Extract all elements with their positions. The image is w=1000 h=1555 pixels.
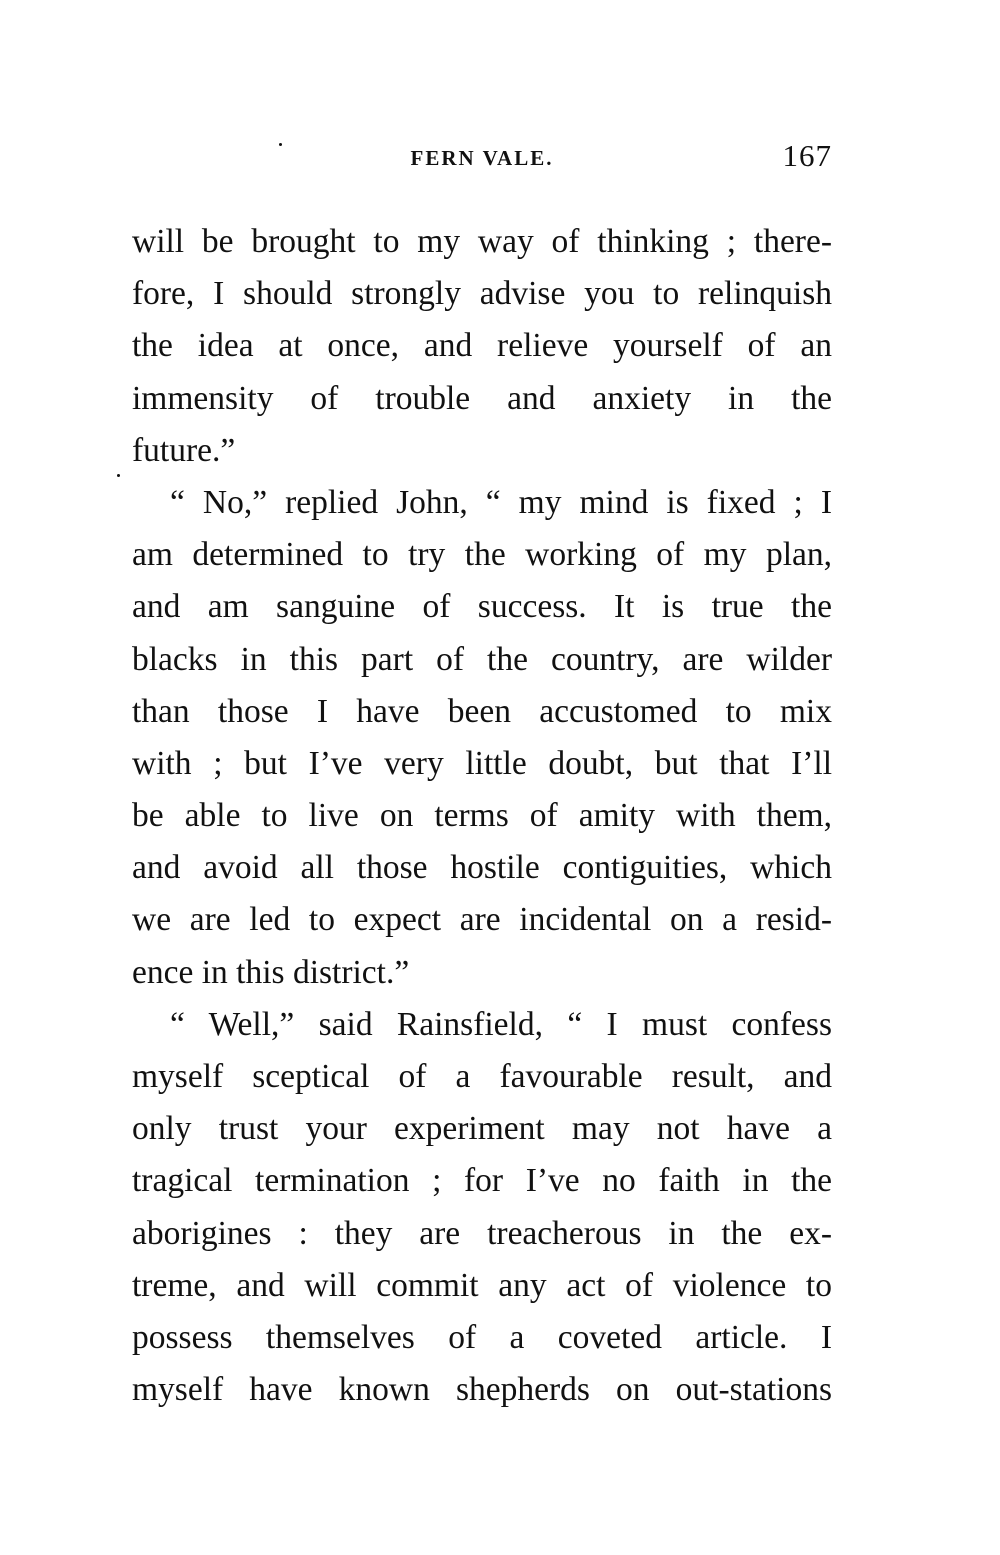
text-line: we are led to expect are incidental on a resid-	[132, 901, 832, 939]
body-text	[132, 216, 832, 1416]
text-line: aborigines : they are treacherous in the ex-	[132, 1214, 832, 1252]
text-line: only trust your experiment may not have a	[132, 1110, 832, 1148]
text-line: myself sceptical of a favourable result, and	[132, 1058, 832, 1095]
text-line: fore, I should strongly advise you to relinquish	[132, 275, 832, 313]
text-line: possess themselves of a coveted article. I	[132, 1318, 832, 1356]
text-line: be able to live on terms of amity with them,	[132, 797, 832, 835]
text-line: treme, and will commit any act of violence to	[132, 1266, 832, 1304]
text-line: than those I have been accustomed to mix	[132, 692, 832, 730]
text-line: tragical termination ; for I’ve no faith in the	[132, 1162, 832, 1200]
running-head	[132, 138, 832, 178]
text-line: myself have known shepherds on out-stations	[132, 1371, 832, 1409]
text-line: future.”	[132, 431, 236, 469]
text-line: am determined to try the working of my plan,	[132, 536, 832, 574]
text-line: and avoid all those hostile contiguities, which	[132, 849, 832, 887]
text-line: blacks in this part of the country, are wilder	[132, 640, 832, 678]
text-line: with ; but I’ve very little doubt, but that I’ll	[132, 744, 832, 782]
text-line: ence in this district.”	[132, 953, 410, 991]
running-title: FERN VALE.	[410, 146, 554, 170]
text-line: “ No,” replied John, “ my mind is fixed ; I	[170, 483, 832, 521]
text-line: immensity of trouble and anxiety in the	[132, 379, 832, 417]
text-line: will be brought to my way of thinking ; there-	[132, 223, 832, 260]
print-speck	[117, 474, 120, 477]
text-line: and am sanguine of success. It is true the	[132, 588, 832, 626]
page-number: 167	[782, 138, 832, 173]
text-line: “ Well,” said Rainsfield, “ I must confess	[170, 1005, 832, 1043]
text-line: the idea at once, and relieve yourself of an	[132, 327, 832, 365]
